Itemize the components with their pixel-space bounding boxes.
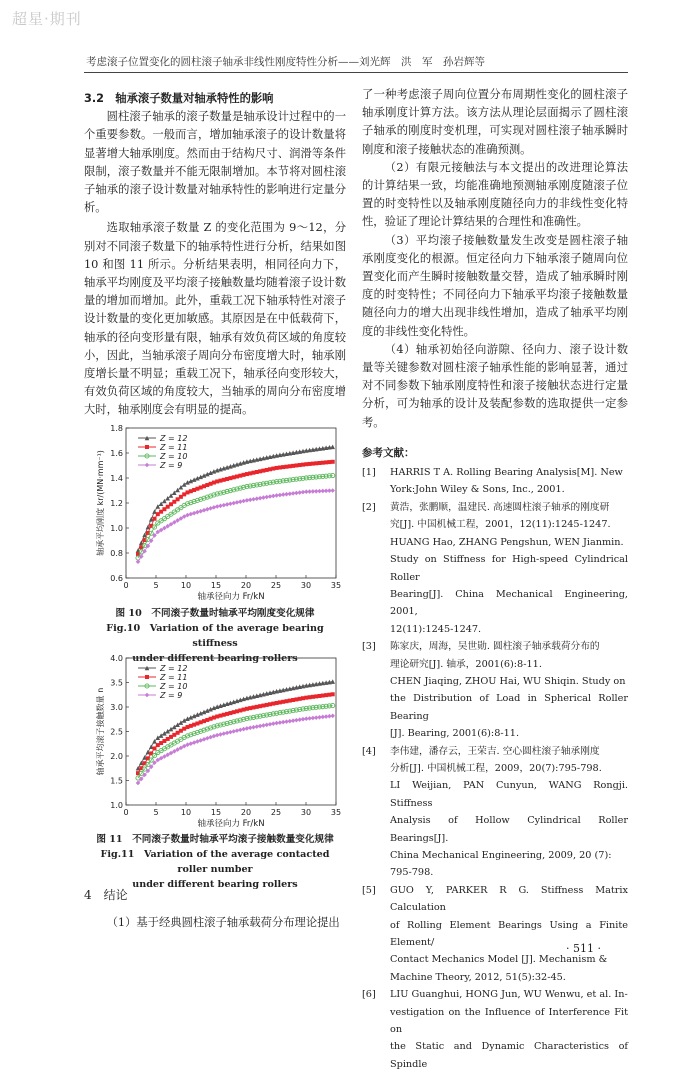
reference-line: Contact Mechanics Model [J]. Mechanism &	[390, 954, 608, 966]
legend-marker	[145, 463, 150, 468]
figure-10-chart	[84, 422, 346, 606]
right-column-text	[362, 86, 628, 1073]
y-tick-label: 3.5	[110, 678, 123, 688]
data-point	[228, 464, 233, 469]
reference-line: 12(11):1245-1247.	[390, 623, 482, 635]
series-line	[138, 694, 333, 773]
data-point	[225, 731, 230, 736]
data-point	[238, 461, 243, 466]
legend-label: Z = 11	[160, 673, 188, 682]
reference-line: CHEN Jiaqing, ZHOU Hai, WU Shiqin. Study on	[390, 675, 626, 687]
reference-number: [1]	[362, 467, 376, 479]
data-point	[198, 509, 203, 514]
y-tick-label: 4.0	[110, 654, 123, 663]
x-axis-label: 轴承径向力 Fr/kN	[197, 819, 265, 829]
y-tick-label: 1.6	[110, 449, 123, 458]
data-point	[331, 460, 335, 464]
data-point	[235, 728, 240, 733]
reference-item	[362, 464, 628, 499]
data-point	[218, 703, 223, 708]
data-point	[212, 505, 217, 510]
reference-line: China Mechanical Engineering, 2009, 20 (7):	[390, 850, 612, 861]
data-point	[215, 504, 220, 509]
reference-text	[390, 986, 628, 1073]
data-point	[241, 727, 246, 732]
reference-line: Machine Theory, 2012, 51(5):32-45.	[390, 971, 566, 983]
data-point	[215, 704, 220, 709]
data-point	[241, 499, 246, 504]
left-column-text	[84, 90, 346, 420]
reference-item	[362, 499, 628, 638]
x-tick-label: 0	[123, 581, 129, 590]
x-tick-label: 20	[240, 581, 252, 590]
figure-11-chart	[84, 652, 346, 832]
data-point	[225, 701, 230, 706]
reference-line: LIU Guanghui, HONG Jun, WU Wenwu, et al. In-	[390, 989, 628, 1001]
y-tick-label: 0.6	[110, 574, 123, 583]
data-point	[235, 462, 240, 467]
caption-en: Fig.10 Variation of the average bearing stiffness	[106, 623, 324, 649]
series-line	[138, 706, 333, 778]
caption-en: under different bearing rollers	[132, 879, 298, 890]
data-point	[202, 508, 207, 513]
data-point	[153, 517, 157, 521]
legend-marker	[145, 693, 150, 698]
reference-line: GUO Y, PARKER R G. Stiffness Matrix Calculation	[390, 884, 628, 914]
data-point	[228, 501, 233, 506]
data-point	[195, 510, 200, 515]
paragraph: 选取轴承滚子数量 Z 的变化范围为 9～12，分别对不同滚子数量下的轴承特性进行分析，结果如图 10 和图 11 所示。分析结果表明，相同径向力下，轴承平均刚度及平均滚子接触数量均随着滚子设计数量的增加而增加。此外，重载工况下轴承特性对滚子设计数量的变化更加敏感。其原因是在中低载荷下，轴承的径向变形量有限，轴承有效负荷区域的角度较小，因此，当轴承滚子周向分布密度增大时，轴承刚度增长量不明显；重载工况下，轴承径向变形较大，有效负荷区域的角度较大，当轴承的周向分布密度增大时，轴承刚度会有明显的提高。	[84, 221, 346, 417]
reference-text	[390, 743, 628, 882]
x-tick-label: 30	[300, 581, 312, 590]
data-point	[241, 460, 246, 465]
reference-line: 陈家庆，周海，吴世勋. 圆柱滚子轴承载荷分布的	[390, 641, 600, 653]
legend-label: Z = 9	[160, 691, 183, 700]
x-tick-label: 5	[153, 808, 159, 817]
reference-line: Study on Stiffness for High-speed Cylindrical Roller	[390, 554, 628, 583]
reference-number: [6]	[362, 989, 376, 1001]
reference-number: [2]	[362, 501, 376, 513]
data-point	[218, 504, 223, 509]
legend-label: Z = 10	[160, 682, 188, 691]
legend-marker	[145, 675, 149, 679]
data-point	[222, 702, 227, 707]
paragraph: （2）有限元接触法与本文提出的改进理论算法的计算结果一致，均能准确地预测轴承刚度随滚子位置的时变特性以及轴承刚度随径向力的非线性变化特性，验证了理论计算结果的合理性和准确性。	[362, 160, 628, 229]
reference-line: 分析[J]. 中国机械工程，2009，20(7):795-798.	[390, 762, 602, 774]
x-tick-label: 35	[330, 581, 342, 590]
reference-number: [3]	[362, 641, 376, 653]
data-point	[330, 488, 335, 493]
reference-line: [J]. Bearing, 2001(6):8-11.	[390, 728, 520, 740]
x-tick-label: 0	[123, 808, 129, 817]
y-tick-label: 1.4	[110, 474, 123, 483]
data-point	[238, 499, 243, 504]
reference-item	[362, 638, 628, 742]
data-point	[235, 500, 240, 505]
y-tick-label: 2.5	[110, 727, 123, 737]
y-tick-label: 1.8	[110, 424, 123, 433]
reference-text	[390, 464, 628, 499]
legend-marker	[145, 445, 149, 449]
data-point	[136, 559, 141, 564]
y-tick-label: 1.2	[110, 499, 123, 508]
reference-line: 795-798.	[390, 867, 434, 879]
data-point	[330, 714, 335, 719]
data-point	[218, 467, 223, 472]
reference-item	[362, 986, 628, 1073]
page-number: · 511 ·	[566, 942, 601, 955]
reference-item	[362, 882, 628, 986]
series-z11	[136, 460, 335, 556]
data-point	[218, 732, 223, 737]
reference-line: York:John Wiley & Sons, Inc., 2001.	[390, 484, 565, 496]
figure-11-caption	[84, 832, 346, 892]
data-point	[189, 512, 194, 517]
reference-line: LI Weijian, PAN Cunyun, WANG Rongji. Stiffness	[390, 780, 628, 809]
legend-label: Z = 12	[160, 664, 188, 673]
y-axis-label: 轴承平均刚度 kr/(MN·mm⁻¹)	[96, 450, 105, 556]
reference-line: 理论研究[J]. 轴承，2001(6):8-11.	[390, 658, 542, 670]
paragraph: （1）基于经典圆柱滚子轴承载荷分布理论提出	[106, 916, 340, 930]
caption-en: under different bearing rollers	[132, 653, 298, 664]
x-axis-label: 轴承径向力 Fr/kN	[197, 592, 265, 602]
reference-line: Analysis of Hollow Cylindrical Roller Bearings[J].	[390, 815, 628, 844]
data-point	[225, 465, 230, 470]
data-point	[228, 700, 233, 705]
data-point	[215, 468, 220, 473]
data-point	[228, 730, 233, 735]
reference-line: Bearing[J]. China Mechanical Engineering, 2001,	[390, 588, 628, 618]
data-point	[208, 506, 213, 511]
data-point	[222, 466, 227, 471]
section-heading: 3.2 轴承滚子数量对轴承特性的影响	[84, 92, 274, 105]
series-z11	[136, 692, 335, 775]
paragraph: 圆柱滚子轴承的滚子数量是轴承设计过程中的一个重要参数。一般而言，增加轴承滚子的设计数量将显著增大轴承刚度。然而由于结构尺寸、润滑等条件限制，滚子数量并不能无限制增加。本节将对圆柱滚子轴承的滚子设计数量对轴承特性的影响进行定量分析。	[84, 110, 346, 215]
reference-line: of Rolling Element Bearings Using a Finite Element/	[390, 919, 628, 949]
reference-line: the Static and Dynamic Characteristics of Spindle	[390, 1041, 628, 1070]
y-tick-label: 0.8	[110, 549, 123, 558]
data-point	[231, 729, 236, 734]
x-tick-label: 15	[210, 581, 222, 590]
caption-cn: 图 10 不同滚子数量时轴承平均刚度变化规律	[115, 608, 315, 619]
journal-watermark-logo: 超星·期刊	[12, 10, 82, 28]
data-point	[215, 733, 220, 738]
data-point	[238, 698, 243, 703]
series-line	[138, 716, 333, 783]
x-tick-label: 35	[330, 808, 342, 817]
x-tick-label: 25	[270, 808, 282, 817]
data-point	[331, 692, 335, 696]
data-point	[231, 699, 236, 704]
data-point	[192, 511, 197, 516]
x-tick-label: 20	[240, 808, 252, 817]
y-tick-label: 3.0	[110, 703, 123, 712]
y-tick-label: 1.0	[110, 801, 123, 810]
legend-label: Z = 12	[160, 434, 188, 443]
reference-line: HARRIS T A. Rolling Bearing Analysis[M]. New	[390, 467, 623, 479]
data-point	[222, 503, 227, 508]
legend-label: Z = 10	[160, 452, 188, 461]
x-tick-label: 25	[270, 581, 282, 590]
series-z9	[136, 714, 335, 786]
x-tick-label: 5	[153, 581, 159, 590]
reference-line: 李伟建，潘存云，王荣吉. 空心圆柱滚子轴承刚度	[390, 745, 600, 757]
reference-line: the Distribution of Load in Spherical Roller Bearing	[390, 693, 628, 722]
reference-line: vestigation on the Influence of Interference Fit on	[390, 1006, 628, 1036]
reference-text	[390, 499, 628, 638]
caption-cn: 图 11 不同滚子数量时轴承平均滚子接触数量变化规律	[96, 834, 334, 845]
data-point	[231, 463, 236, 468]
conclusion-start	[84, 886, 346, 932]
data-point	[225, 502, 230, 507]
data-point	[222, 731, 227, 736]
data-point	[241, 697, 246, 702]
reference-line: 黄浩，张鹏顺，温建民. 高速圆柱滚子轴承的刚度研	[390, 501, 610, 513]
x-tick-label: 10	[180, 808, 192, 817]
running-head: 考虑滚子位置变化的圆柱滚子轴承非线性刚度特性分析——刘光辉 洪 军 孙岩辉等	[86, 56, 485, 68]
x-tick-label: 10	[180, 581, 192, 590]
data-point	[235, 699, 240, 704]
y-axis-label: 轴承平均滚子接触数量 n	[96, 687, 105, 776]
reference-line: 究[J]. 中国机械工程，2001，12(11):1245-1247.	[390, 519, 611, 531]
paragraph: （4）轴承初始径向游隙、径向力、滚子设计数量等关键参数对圆柱滚子轴承性能的影响显著，通过对不同参数下轴承刚度特性和滚子接触状态进行定量分析，可为轴承的设计及装配参数的选取提供一定参考。	[362, 342, 628, 429]
conclusion-heading: 4 结论	[84, 888, 128, 902]
y-tick-label: 2.0	[110, 752, 123, 761]
series-z10	[136, 473, 335, 560]
y-tick-label: 1.0	[110, 524, 123, 533]
reference-text	[390, 882, 628, 986]
reference-line: HUANG Hao, ZHANG Pengshun, WEN Jianmin.	[390, 536, 624, 548]
reference-text	[390, 638, 628, 742]
paragraph: 了一种考虑滚子周向位置分布周期性变化的圆柱滚子轴承刚度计算方法。该方法从理论层面揭示了圆柱滚子轴承的刚度时变机理，可实现对圆柱滚子轴承瞬时刚度和滚子接触状态的准确预测。	[362, 88, 628, 156]
header-rule	[84, 72, 628, 73]
reference-list	[362, 464, 628, 1073]
reference-number: [4]	[362, 745, 376, 757]
x-tick-label: 15	[210, 808, 222, 817]
paragraph: （3）平均滚子接触数量发生改变是圆柱滚子轴承刚度变化的根源。恒定径向力下轴承滚子随周向位置变化而产生瞬时接触数量交替，造成了轴承瞬时刚度的时变特性；不同径向力下轴承平均滚子接触数量随径向力的增大出现非线性增加，造成了轴承平均刚度的非线性变化特性。	[362, 233, 628, 338]
reference-item	[362, 743, 628, 882]
data-point	[231, 501, 236, 506]
legend-label: Z = 11	[160, 443, 188, 452]
y-tick-label: 1.5	[110, 776, 123, 786]
data-point	[205, 507, 210, 512]
legend-label: Z = 9	[160, 461, 183, 470]
data-point	[136, 776, 140, 780]
caption-en: Fig.11 Variation of the average contacted roller number	[100, 849, 330, 875]
reference-number: [5]	[362, 884, 376, 896]
data-point	[238, 728, 243, 733]
references-title: 参考文献：	[362, 446, 415, 459]
x-tick-label: 30	[300, 808, 312, 817]
